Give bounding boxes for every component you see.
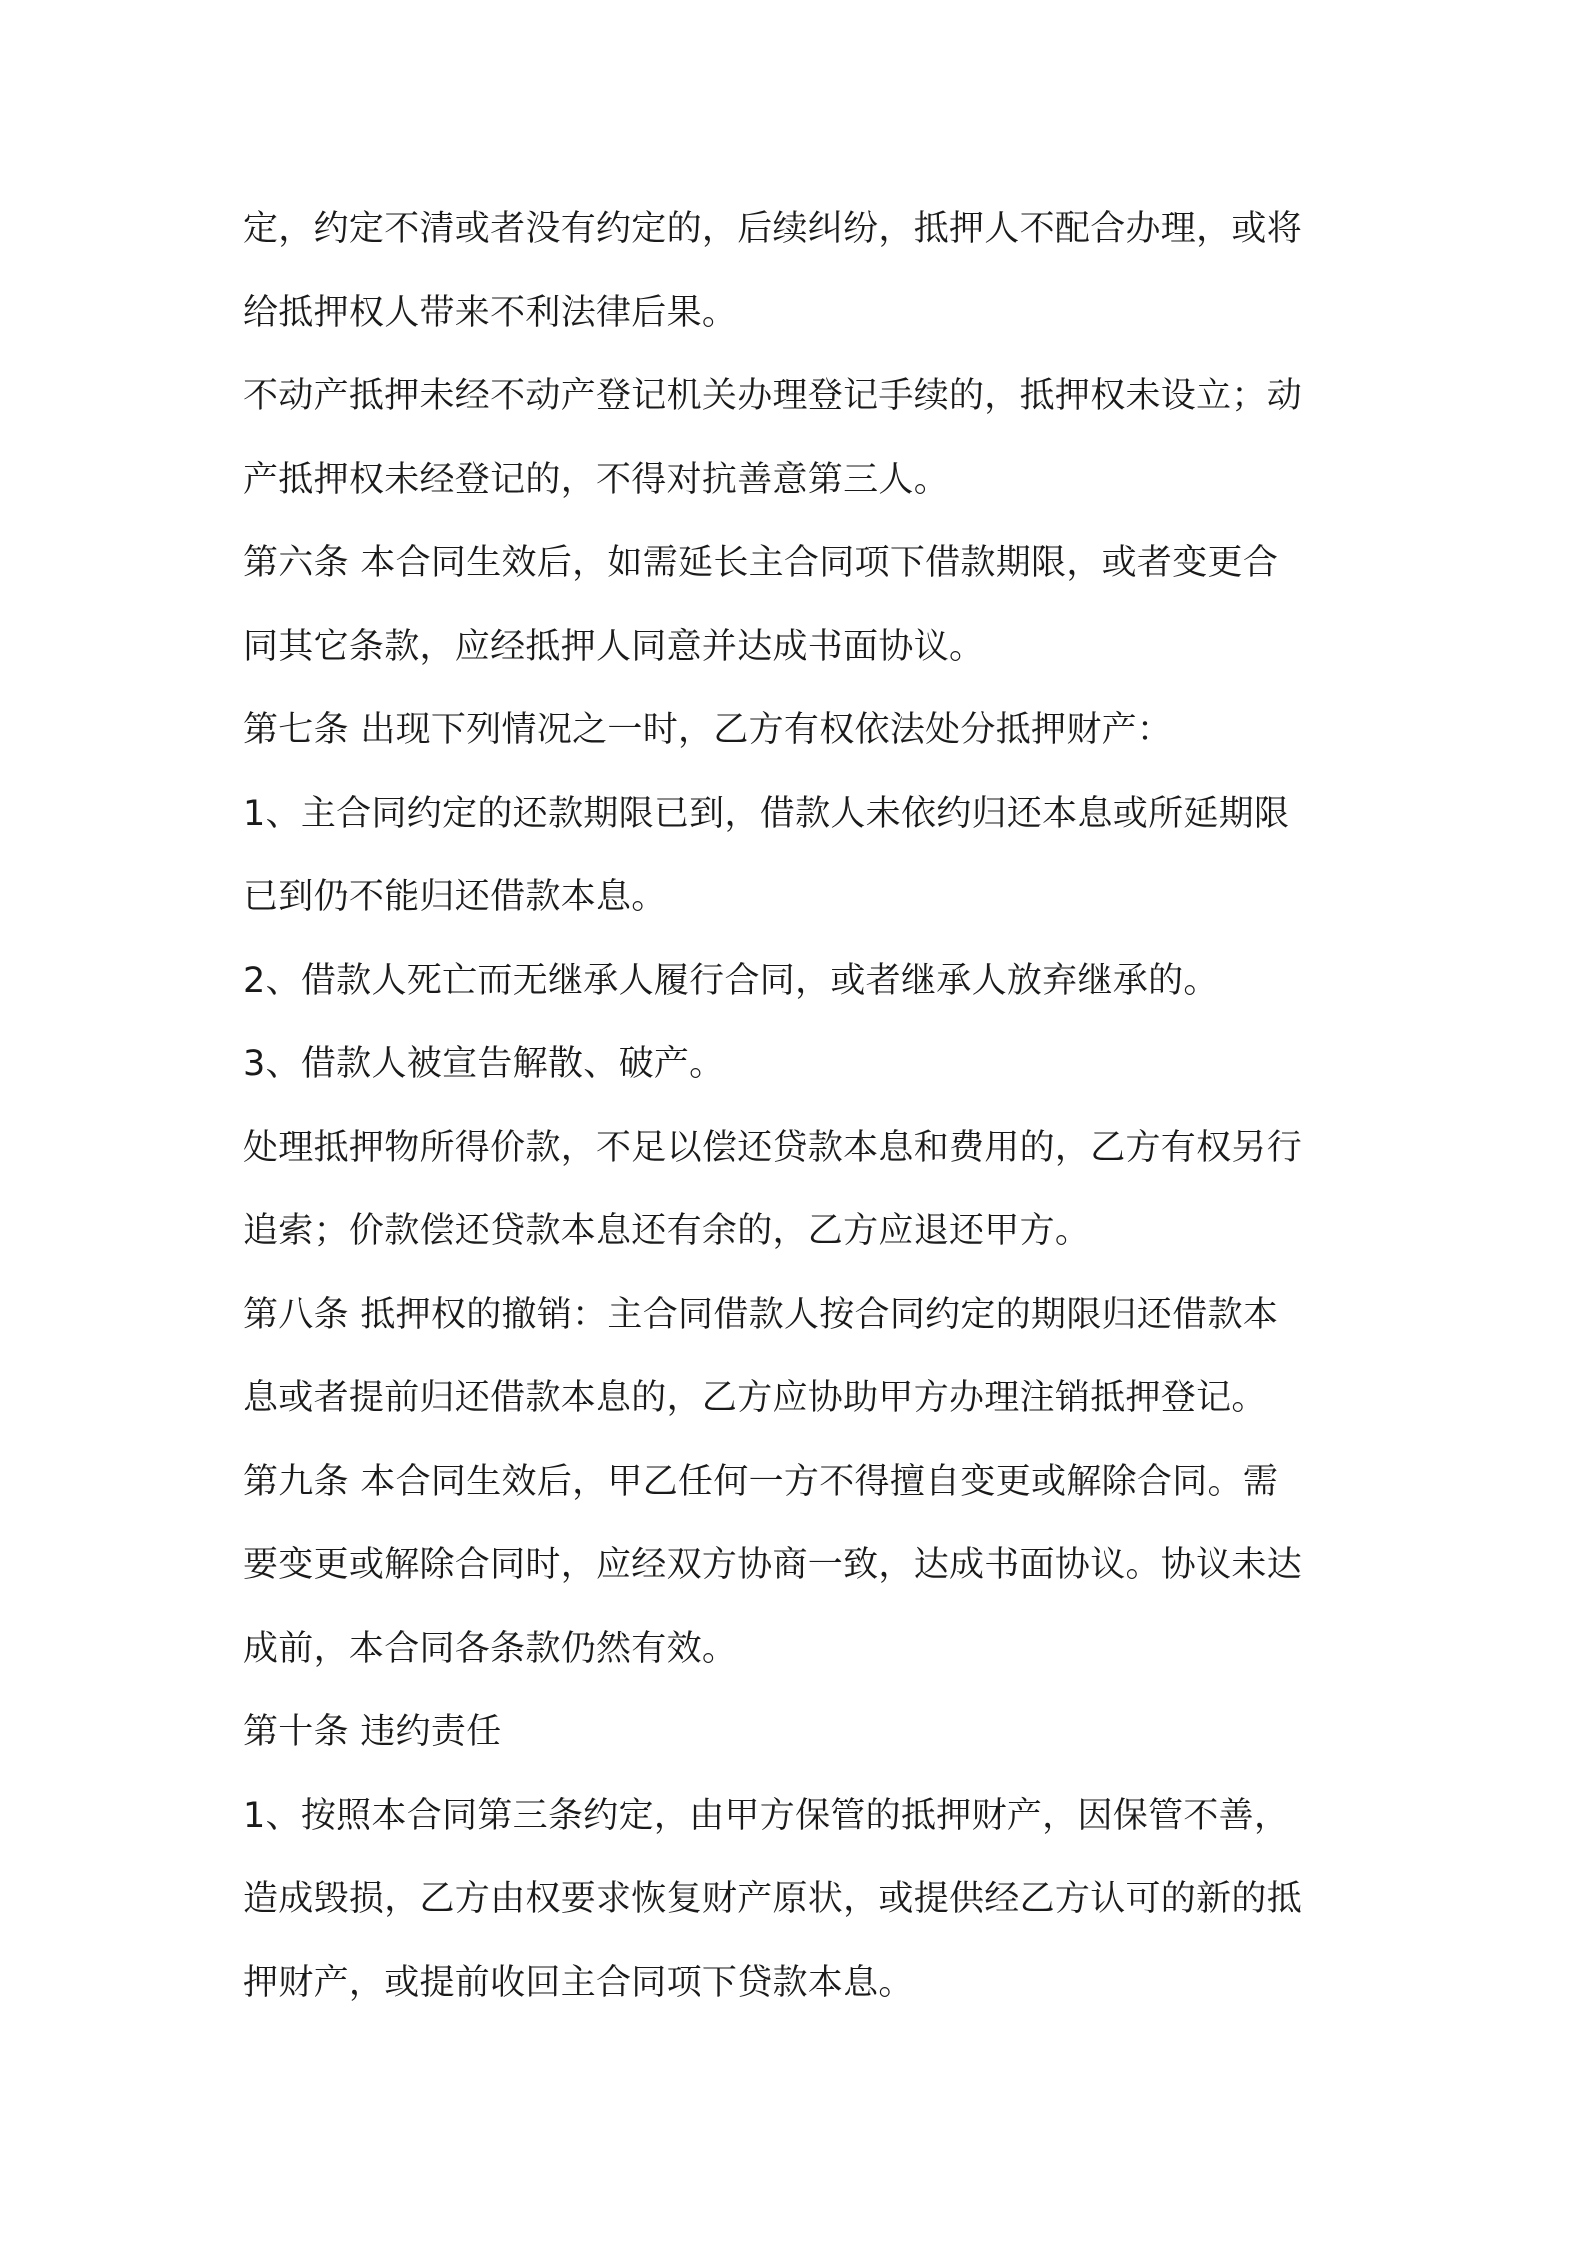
text-line-article-7-item-1: 已到仍不能归还借款本息。 [243, 877, 667, 917]
text-line-article-6: 第六条 本合同生效后，如需延长主合同项下借款期限，或者变更合 [243, 543, 1279, 583]
text-line-registration-note: 不动产抵押未经不动产登记机关办理登记手续的，抵押权未设立；动 [243, 376, 1303, 416]
text-line-article-7-item-3: 3、借款人被宣告解散、破产。 [243, 1044, 725, 1084]
text-line-registration-note: 产抵押权未经登记的，不得对抗善意第三人。 [243, 459, 950, 500]
text-line-article-9: 第九条 本合同生效后，甲乙任何一方不得擅自变更或解除合同。需 [243, 1461, 1279, 1502]
text-line-proceeds-note: 处理抵押物所得价款，不足以偿还贷款本息和费用的，乙方有权另行 [243, 1127, 1303, 1168]
text-line-article-10-heading: 第十条 违约责任 [243, 1712, 502, 1752]
text-line-continuation-clause-5: 给抵押权人带来不利法律后果。 [243, 292, 738, 333]
text-line-article-9: 要变更或解除合同时，应经双方协商一致，达成书面协议。协议未达 [243, 1545, 1303, 1585]
text-line-article-10-item-1: 1、按照本合同第三条约定，由甲方保管的抵押财产，因保管不善， [243, 1795, 1290, 1836]
text-line-article-6: 同其它条款，应经抵押人同意并达成书面协议。 [243, 626, 985, 667]
document-body [243, 188, 1363, 2025]
text-line-article-7: 第七条 出现下列情况之一时，乙方有权依法处分抵押财产： [243, 710, 1173, 750]
text-line-proceeds-note: 追索；价款偿还贷款本息还有余的，乙方应退还甲方。 [243, 1211, 1091, 1251]
text-line-article-7-item-2: 2、借款人死亡而无继承人履行合同，或者继承人放弃继承的。 [243, 960, 1219, 1001]
text-line-article-10-item-1: 造成毁损，乙方由权要求恢复财产原状，或提供经乙方认可的新的抵 [243, 1879, 1303, 1919]
text-line-continuation-clause-5: 定，约定不清或者没有约定的，后续纠纷，抵押人不配合办理，或将 [243, 209, 1303, 249]
text-line-article-8: 第八条 抵押权的撤销：主合同借款人按合同约定的期限归还借款本 [243, 1294, 1279, 1335]
text-line-article-10-item-1: 押财产，或提前收回主合同项下贷款本息。 [243, 1962, 914, 2003]
text-line-article-7-item-1: 1、主合同约定的还款期限已到，借款人未依约归还本息或所延期限 [243, 793, 1290, 834]
text-line-article-8: 息或者提前归还借款本息的，乙方应协助甲方办理注销抵押登记。 [243, 1378, 1267, 1418]
text-line-article-9: 成前，本合同各条款仍然有效。 [243, 1628, 738, 1669]
